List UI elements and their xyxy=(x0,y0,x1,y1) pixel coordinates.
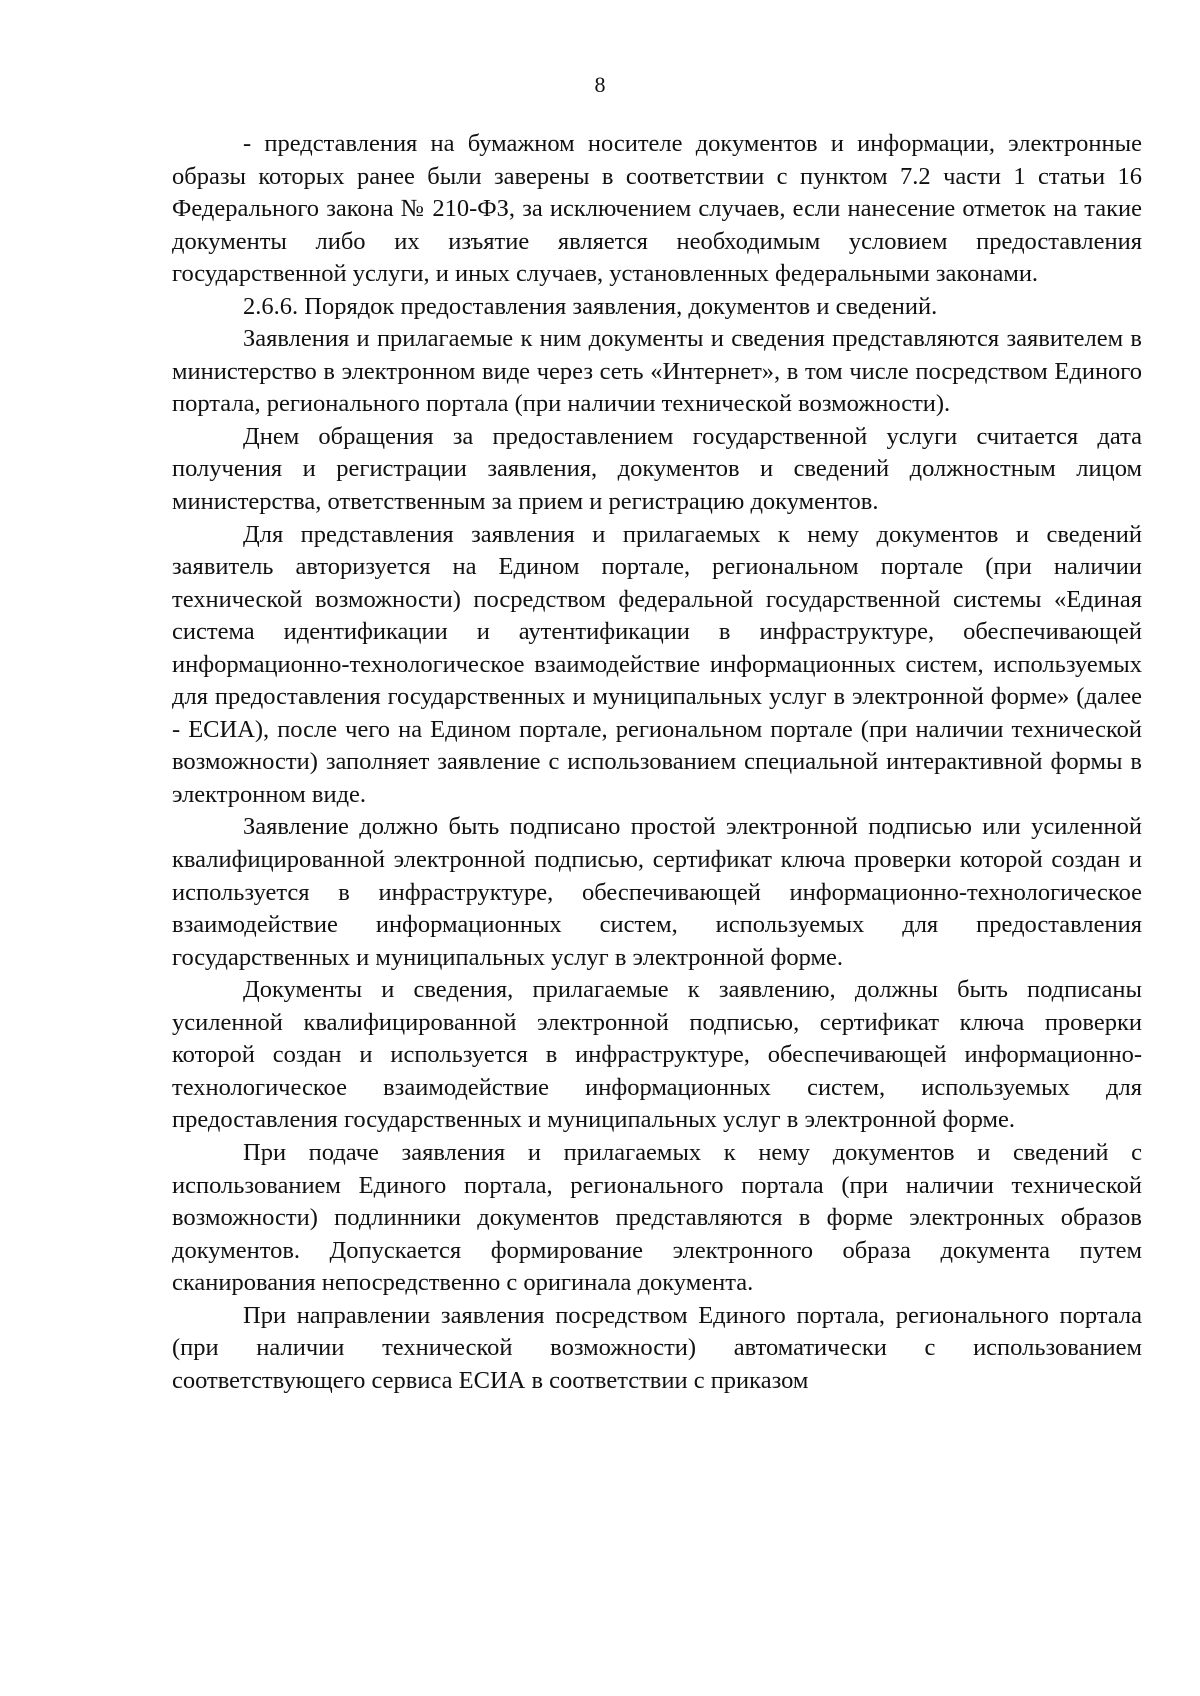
paragraph-application-date: Днем обращения за предоставлением государственной услуги считается дата получения и регистрации заявления, документов и сведений должностным лицом министерства, ответственным за прием и регистрацию документов. xyxy=(172,422,1142,516)
document-body xyxy=(172,128,1142,1397)
paragraph-submission-method: Заявления и прилагаемые к ним документы и сведения представляются заявителем в министерство в электронном виде через сеть «Интернет», в том числе посредством Единого портала, регионального портала (при наличии технической возможности). xyxy=(172,325,1142,418)
paragraph-esia-authorization: Для представления заявления и прилагаемых к нему документов и сведений заявитель авторизуется на Едином портале, региональном портале (при наличии технической возможности) посредством федеральной государственной системы «Единая система идентификации и аутентификации в инфраструктуре, обеспечивающей информационно-технологическое взаимодействие информационных систем, используемых для предоставления государственных и муниципальных услуг в электронной форме» (далее - ЕСИА), после чего на Едином портале, региональном портале (при наличии технической возможности) заполняет заявление с использованием специальной интерактивной формы в электронном виде. xyxy=(172,520,1142,808)
paragraph-application-signature: Заявление должно быть подписано простой электронной подписью или усиленной квалифицированной электронной подписью, сертификат ключа проверки которой создан и используется в инфраструктуре, обеспечивающей информационно-технологическое взаимодействие информационных систем, используемых для предоставления государственных и муниципальных услуг в электронной форме. xyxy=(172,813,1142,971)
paragraph-section-2-6-6-heading: 2.6.6. Порядок предоставления заявления, документов и сведений. xyxy=(243,292,938,320)
page-number: 8 xyxy=(594,72,606,97)
paragraph-documents-signature: Документы и сведения, прилагаемые к заявлению, должны быть подписаны усиленной квалифицированной электронной подписью, сертификат ключа проверки которой создан и используется в инфраструктуре, обеспечивающей информационно-технологическое взаимодействие информационных систем, используемых для предоставления государственных и муниципальных услуг в электронной форме. xyxy=(172,976,1142,1134)
paragraph-electronic-images: При подаче заявления и прилагаемых к нему документов и сведений с использованием Единого портала, регионального портала (при наличии технической возможности) подлинники документов представляются в форме электронных образов документов. Допускается формирование электронного образа документа путем сканирования непосредственно с оригинала документа. xyxy=(172,1138,1142,1297)
paragraph-paper-documents: - представления на бумажном носителе документов и информации, электронные образы которых ранее были заверены в соответствии с пунктом 7.2 части 1 статьи 16 Федерального закона № 210-ФЗ, за исключением случаев, если нанесение отметок на такие документы либо их изъятие является необходимым условием предоставления государственной услуги, и иных случаев, установленных федеральными законами. xyxy=(172,130,1142,288)
paragraph-esia-service: При направлении заявления посредством Единого портала, регионального портала (при наличии технической возможности) автоматически с использованием соответствующего сервиса ЕСИА в соответствии с приказом xyxy=(172,1301,1142,1394)
